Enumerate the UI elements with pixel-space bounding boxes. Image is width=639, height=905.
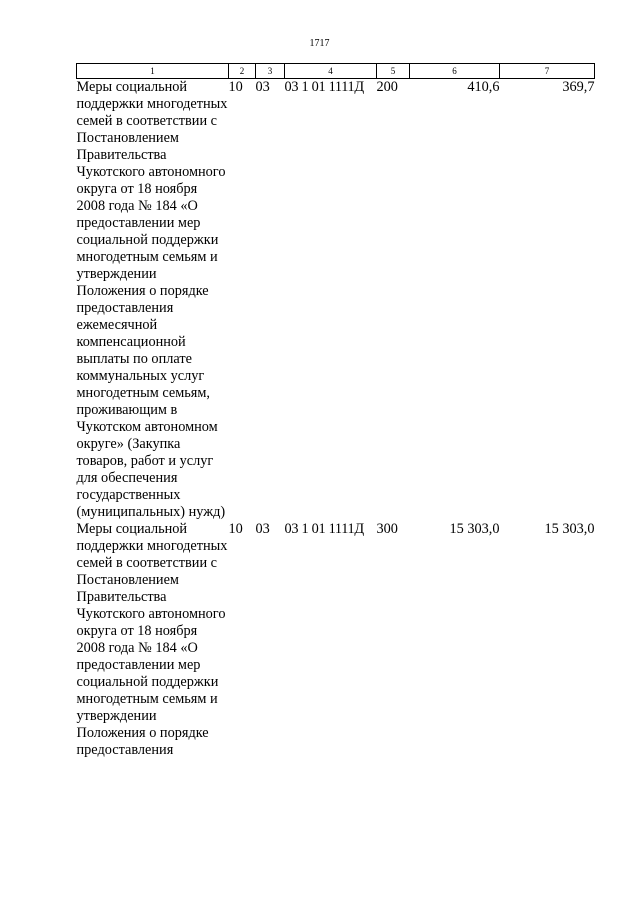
section-code: 10 (228, 79, 243, 95)
target-article-code: 03 1 01 1111Д (284, 79, 364, 95)
amount-column-7: 15 303,0 (544, 521, 595, 537)
column-header-3: 3 (256, 64, 285, 79)
budget-table (76, 63, 595, 759)
column-header-5: 5 (377, 64, 410, 79)
subsection-code: 03 (255, 79, 270, 95)
subsection-code: 03 (255, 521, 270, 537)
amount-column-6: 15 303,0 (449, 521, 500, 537)
expense-type-code: 200 (376, 79, 398, 95)
amount-column-6: 410,6 (467, 79, 500, 95)
column-header-7: 7 (500, 64, 595, 79)
amount-column-7: 369,7 (562, 79, 595, 95)
target-article-code: 03 1 01 1111Д (284, 521, 364, 537)
section-code: 10 (228, 521, 243, 537)
column-header-4: 4 (285, 64, 377, 79)
page-number: 1717 (309, 38, 330, 49)
column-header-1: 1 (77, 64, 229, 79)
table-row (77, 521, 595, 759)
table-row (77, 79, 595, 522)
column-number-header-row (77, 64, 595, 79)
column-header-2: 2 (229, 64, 256, 79)
column-header-6: 6 (410, 64, 500, 79)
expense-type-code: 300 (376, 521, 398, 537)
row-description: Меры социальной поддержки многодетных семей в соответствии с Постановлением Правительства Чукотского автономного округа от 18 ноября 2008 года № 184 «О предоставлении мер социальной поддержки многодетным семьям и утверждении Положения о порядке предоставления (76, 521, 228, 758)
row-description: Меры социальной поддержки многодетных семей в соответствии с Постановлением Правительства Чукотского автономного округа от 18 ноября 2008 года № 184 «О предоставлении мер социальной поддержки многодетным семьям и утверждении Положения о порядке предоставления ежемесячной компенсационной выплаты по оплате коммунальных услуг многодетным семьям, проживающим в Чукотском автономном округе» (Закупка товаров, работ и услуг для обеспечения государственных (муниципальных) нужд) (76, 79, 228, 520)
